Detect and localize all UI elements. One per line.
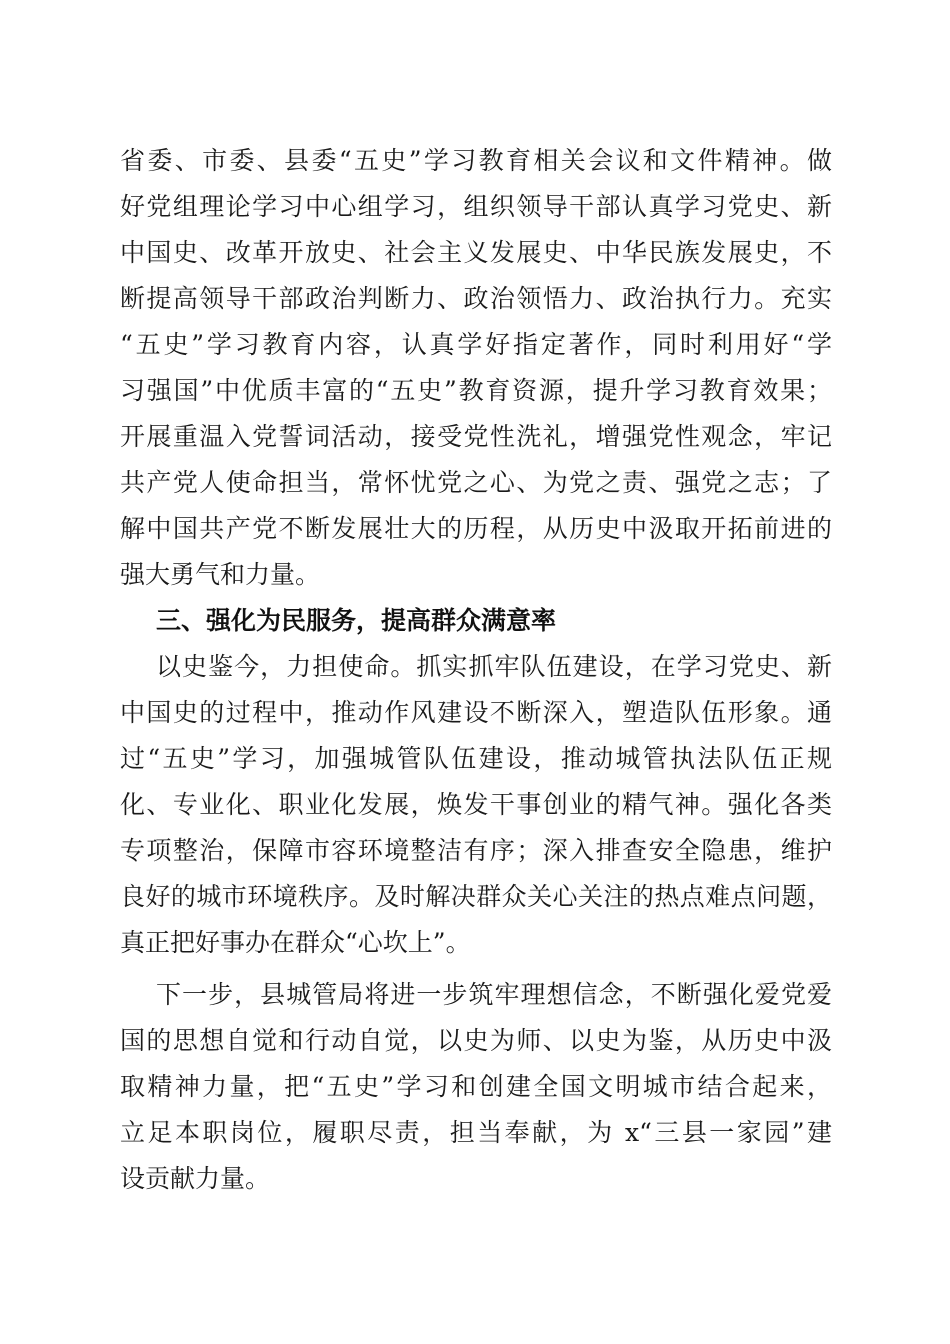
text-line: 良好的城市环境秩序。及时解决群众关心关注的热点难点问题，: [120, 882, 832, 911]
text-line: 开展重温入党誓词活动，接受党性洗礼，增强党性观念，牢记: [120, 422, 832, 451]
text-line: 国的思想自觉和行动自觉，以史为师、以史为鉴，从历史中汲: [120, 1026, 832, 1055]
text-line: 解中国共产党不断发展壮大的历程，从历史中汲取开拓前进的: [120, 514, 832, 543]
section-heading: 三、强化为民服务，提高群众满意率: [156, 606, 557, 635]
text-line: 真正把好事办在群众“心坎上”。: [120, 928, 471, 957]
text-line: 中国史、改革开放史、社会主义发展史、中华民族发展史，不: [120, 238, 832, 267]
text-line: 习强国”中优质丰富的“五史”教育资源，提升学习教育效果；: [120, 376, 832, 405]
text-line: 专项整治，保障市容环境整洁有序；深入排查安全隐患，维护: [120, 836, 832, 865]
text-line: 强大勇气和力量。: [120, 560, 321, 589]
text-line: 取精神力量，把“五史”学习和创建全国文明城市结合起来，: [120, 1072, 832, 1101]
text-line: 设贡献力量。: [120, 1164, 271, 1193]
text-line: “五史”学习教育内容，认真学好指定著作，同时利用好“学: [120, 330, 832, 359]
text-line: 以史鉴今，力担使命。抓实抓牢队伍建设，在学习党史、新: [156, 652, 832, 681]
text-line: 立足本职岗位，履职尽责，担当奉献，为 x“三县一家园”建: [120, 1118, 832, 1147]
text-line: 化、专业化、职业化发展，焕发干事创业的精气神。强化各类: [120, 790, 832, 819]
text-line: 断提高领导干部政治判断力、政治领悟力、政治执行力。充实: [120, 284, 832, 313]
text-line: 中国史的过程中，推动作风建设不断深入，塑造队伍形象。通: [120, 698, 832, 727]
text-line: 省委、市委、县委“五史”学习教育相关会议和文件精神。做: [120, 146, 832, 175]
text-line: 共产党人使命担当，常怀忧党之心、为党之责、强党之志；了: [120, 468, 832, 497]
text-line: 过“五史”学习，加强城管队伍建设，推动城管执法队伍正规: [120, 744, 832, 773]
text-line: 下一步，县城管局将进一步筑牢理想信念，不断强化爱党爱: [156, 980, 832, 1009]
text-line: 好党组理论学习中心组学习，组织领导干部认真学习党史、新: [120, 192, 832, 221]
